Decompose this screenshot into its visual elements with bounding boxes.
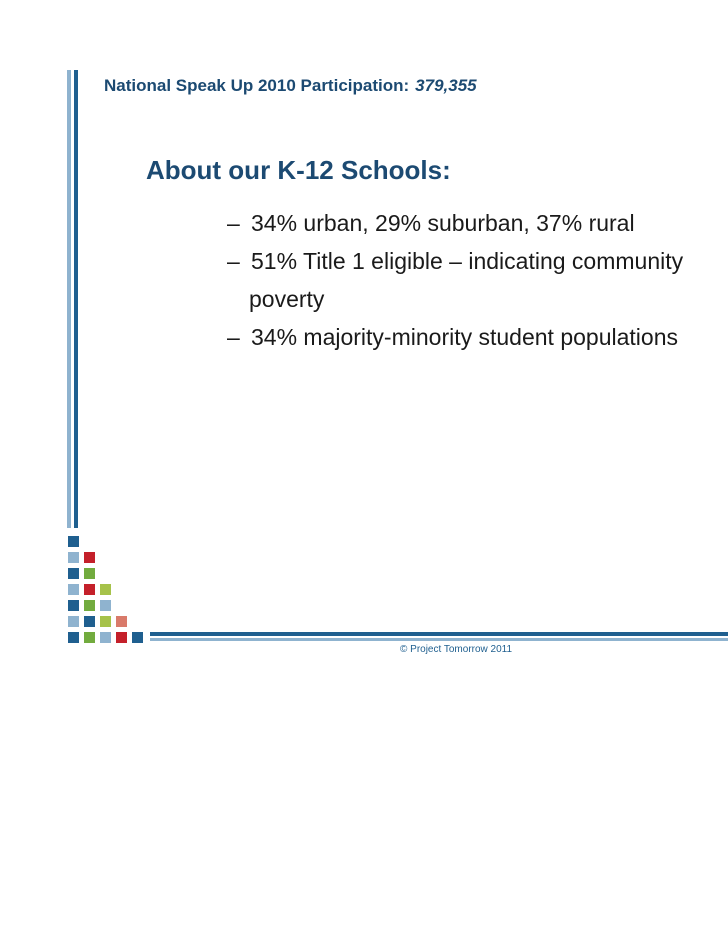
mosaic-square xyxy=(84,584,95,595)
mosaic-square xyxy=(100,616,111,627)
mosaic-square xyxy=(116,632,127,643)
bullet-text-continuation: poverty xyxy=(249,286,325,312)
mosaic-square xyxy=(84,568,95,579)
mosaic-square xyxy=(68,600,79,611)
bullet-dash: – xyxy=(227,248,240,274)
mosaic-square xyxy=(68,632,79,643)
bullet-item xyxy=(227,242,728,318)
mosaic-square xyxy=(132,632,143,643)
bullet-dash: – xyxy=(227,210,240,236)
mosaic-square xyxy=(68,584,79,595)
participation-count: 379,355 xyxy=(415,76,477,95)
footer-bar-light xyxy=(150,638,728,641)
mosaic-square xyxy=(116,616,127,627)
footer-bar-dark xyxy=(150,632,728,636)
footer-copyright: © Project Tomorrow 2011 xyxy=(400,644,513,655)
bullet-text: 51% Title 1 eligible – indicating community xyxy=(251,248,684,274)
mosaic-square xyxy=(100,632,111,643)
mosaic-square xyxy=(100,584,111,595)
mosaic-square xyxy=(84,600,95,611)
header-title xyxy=(104,76,477,96)
mosaic-square xyxy=(68,552,79,563)
mosaic-square xyxy=(68,616,79,627)
bullet-item xyxy=(227,204,728,242)
bullet-item xyxy=(227,318,728,356)
mosaic-square xyxy=(100,600,111,611)
bullet-text: 34% urban, 29% suburban, 37% rural xyxy=(251,210,635,236)
left-accent-bar-light xyxy=(67,70,71,528)
mosaic-square xyxy=(84,616,95,627)
bullet-text: 34% majority-minority student populations xyxy=(251,324,678,350)
bullet-list xyxy=(227,204,728,356)
mosaic-square xyxy=(84,632,95,643)
mosaic-square xyxy=(68,536,79,547)
section-heading: About our K-12 Schools: xyxy=(146,155,451,185)
mosaic-square xyxy=(68,568,79,579)
left-accent-bar-dark xyxy=(74,70,78,528)
bullet-dash: – xyxy=(227,324,240,350)
mosaic-square xyxy=(84,552,95,563)
header-title-text: National Speak Up 2010 Participation: xyxy=(104,76,410,95)
